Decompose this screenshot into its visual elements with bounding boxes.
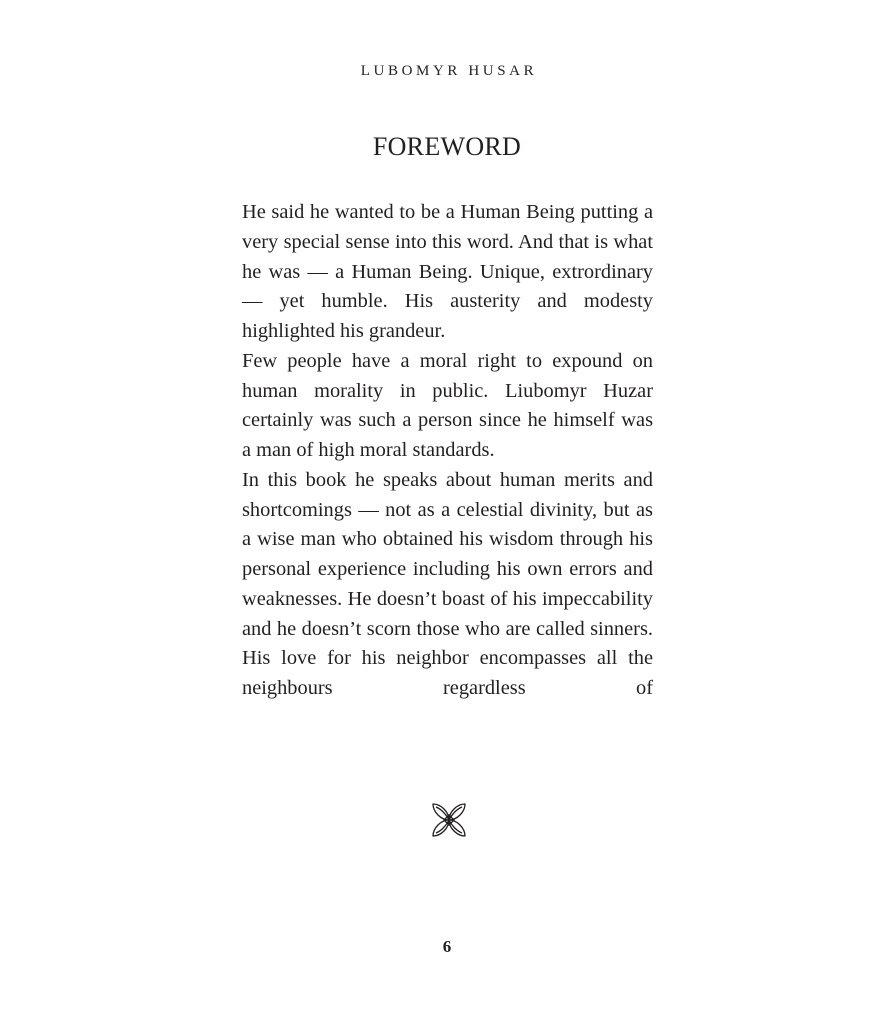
four-petal-flower-icon <box>431 802 467 838</box>
paragraph-2: Few people have a moral right to expound on human morality in public. Liubomyr Huzar certainly was such a person since he himself was a man of high moral standards. <box>242 349 653 461</box>
chapter-title: FOREWORD <box>372 132 522 161</box>
running-head: LUBOMYR HUSAR <box>360 63 538 79</box>
body-text <box>242 198 653 704</box>
paragraph-3: In this book he speaks about human merits and shortcomings — not as a celestial divinity, but as a wise man who obtained his wisdom through his personal experience including his own errors and weaknesses. He doesn’t boast of his impeccability and he doesn’t scorn those who are called sinners. His love for his neighbor encompasses all the neighbours regardless of <box>242 468 653 699</box>
page-number: 6 <box>442 937 452 956</box>
paragraph-1: He said he wanted to be a Human Being putting a very special sense into this word. And that is what he was — a Human Being. Unique, extrordinary — yet humble. His austerity and modesty highlighted his grandeur. <box>242 201 653 342</box>
